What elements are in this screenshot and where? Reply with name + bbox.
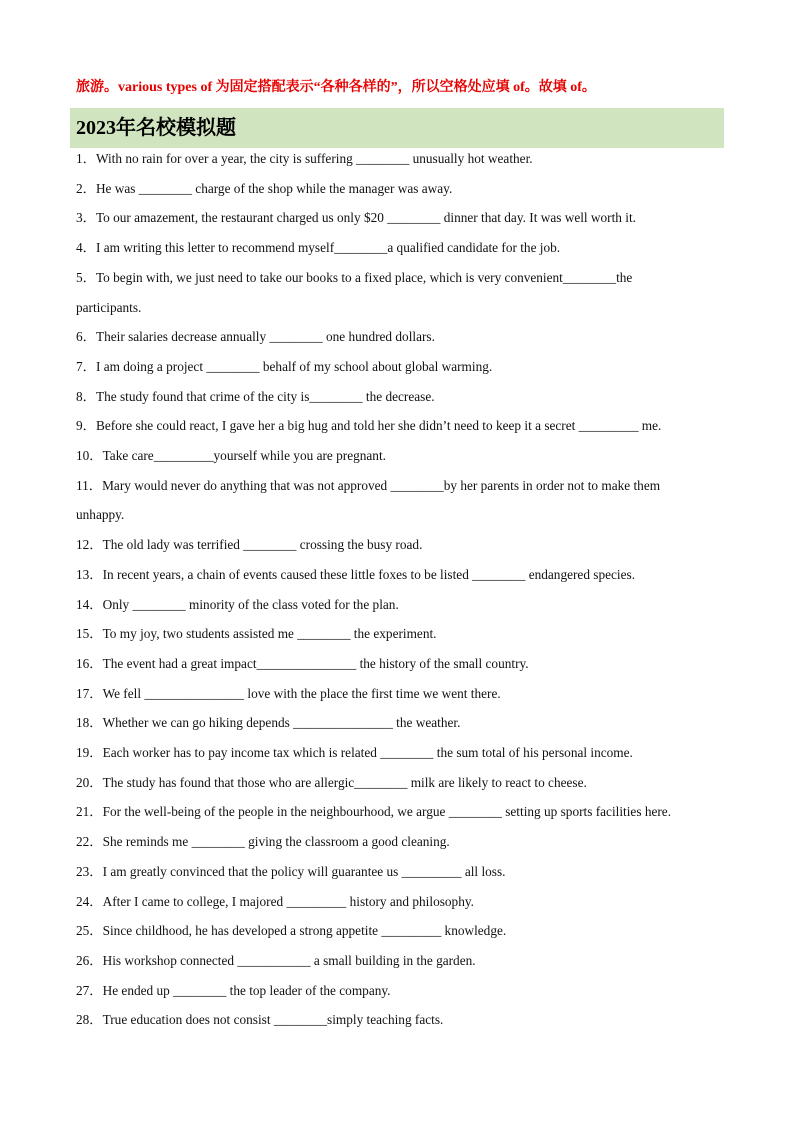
question-number: 16．	[76, 655, 103, 671]
section-heading: 2023年名校模拟题	[70, 108, 724, 148]
question-text: The event had a great impact_______________ the history of the small country.	[102, 655, 529, 671]
question-text: I am doing a project ________ behalf of my school about global warming.	[95, 358, 493, 374]
question-continuation	[76, 499, 726, 530]
question-item	[76, 975, 726, 1006]
question-item	[76, 559, 726, 590]
question-number: 24．	[76, 893, 103, 909]
question-item	[76, 796, 726, 827]
question-text: To our amazement, the restaurant charged us only $20 ________ dinner that day. It was well worth it.	[95, 210, 636, 226]
question-item	[76, 767, 726, 798]
question-text: To my joy, two students assisted me ________ the experiment.	[102, 626, 437, 642]
question-number: 20．	[76, 774, 103, 790]
question-item	[76, 173, 726, 204]
question-number: 10．	[76, 448, 103, 463]
question-text: Take care_________yourself while you are pregnant.	[102, 448, 386, 463]
question-number: 15．	[76, 626, 103, 642]
question-text: True education does not consist ________simply teaching facts.	[102, 1012, 444, 1028]
question-item	[76, 737, 726, 768]
question-item	[76, 410, 726, 441]
question-text: Mary would never do anything that was not approved ________by her parents in order not to make them	[102, 477, 661, 493]
question-text: In recent years, a chain of events caused these little foxes to be listed ________ endangered species.	[102, 566, 636, 582]
question-text: Before she could react, I gave her a big hug and told her she didn’t need to keep it a secret _________ me.	[95, 418, 662, 434]
question-continuation	[76, 292, 726, 323]
question-text: His workshop connected ___________ a small building in the garden.	[102, 952, 476, 968]
question-number: 7．	[76, 358, 96, 374]
question-text: We fell _______________ love with the place the first time we went there.	[102, 685, 501, 701]
question-number: 25．	[76, 923, 103, 939]
answer-explanation: 旅游。various types of 为固定搭配表示“各种各样的”，所以空格处应填 of。故填 of。	[76, 80, 596, 95]
question-item	[76, 915, 726, 946]
question-number: 26．	[76, 952, 103, 968]
question-number: 12．	[76, 537, 103, 553]
question-item	[76, 618, 726, 649]
question-item	[76, 707, 726, 738]
question-item	[76, 826, 726, 857]
question-item	[76, 351, 726, 382]
question-item	[76, 678, 726, 709]
question-text: With no rain for over a year, the city is suffering ________ unusually hot weather.	[95, 151, 533, 166]
question-text: Their salaries decrease annually ________ one hundred dollars.	[95, 329, 435, 345]
question-number: 28．	[76, 1012, 103, 1028]
question-number: 8．	[76, 388, 96, 404]
question-item	[76, 945, 726, 976]
question-number: 27．	[76, 982, 103, 998]
question-item	[76, 232, 726, 263]
question-number: 21．	[76, 804, 103, 820]
question-text: She reminds me ________ giving the classroom a good cleaning.	[102, 834, 450, 850]
question-item	[76, 1004, 726, 1035]
question-text: For the well-being of the people in the neighbourhood, we argue ________ setting up sports facilities here.	[102, 804, 672, 820]
question-text: Only ________ minority of the class voted for the plan.	[102, 596, 399, 612]
question-item	[76, 440, 726, 471]
question-item	[76, 589, 726, 620]
question-number: 11．	[76, 477, 103, 493]
question-item	[76, 143, 726, 174]
question-text: To begin with, we just need to take our books to a fixed place, which is very convenient________the	[95, 269, 633, 285]
question-text: Each worker has to pay income tax which is related ________ the sum total of his personal income.	[102, 745, 633, 760]
question-number: 18．	[76, 715, 103, 731]
question-item	[76, 262, 726, 293]
question-item	[76, 886, 726, 917]
question-text: The old lady was terrified ________ crossing the busy road.	[102, 537, 423, 553]
question-text: unhappy.	[76, 507, 125, 523]
question-number: 4．	[76, 240, 96, 256]
question-text: I am writing this letter to recommend myself________a qualified candidate for the job.	[95, 240, 561, 256]
question-number: 22．	[76, 834, 103, 850]
question-text: The study has found that those who are allergic________ milk are likely to react to cheese.	[102, 774, 587, 790]
question-text: I am greatly convinced that the policy will guarantee us _________ all loss.	[102, 863, 506, 879]
question-number: 19．	[76, 745, 103, 760]
question-number: 9．	[76, 418, 96, 434]
question-text: He was ________ charge of the shop while the manager was away.	[95, 180, 453, 196]
question-number: 3．	[76, 210, 96, 226]
question-number: 6．	[76, 329, 96, 345]
question-number: 17．	[76, 685, 103, 701]
question-text: After I came to college, I majored _________ history and philosophy.	[102, 893, 474, 909]
question-item	[76, 648, 726, 679]
question-item	[76, 202, 726, 233]
question-item	[76, 856, 726, 887]
question-text: Whether we can go hiking depends _______________ the weather.	[102, 715, 461, 731]
question-number: 5．	[76, 269, 96, 285]
question-item	[76, 381, 726, 412]
question-text: The study found that crime of the city is________ the decrease.	[95, 388, 435, 404]
question-item	[76, 529, 726, 560]
question-number: 14．	[76, 596, 103, 612]
question-number: 1．	[76, 151, 96, 166]
question-text: He ended up ________ the top leader of the company.	[102, 982, 391, 998]
question-number: 23．	[76, 863, 103, 879]
question-number: 2．	[76, 180, 96, 196]
question-number: 13．	[76, 566, 103, 582]
question-text: participants.	[76, 299, 142, 315]
question-item	[76, 321, 726, 352]
question-text: Since childhood, he has developed a strong appetite _________ knowledge.	[102, 923, 507, 939]
question-item	[76, 470, 726, 501]
